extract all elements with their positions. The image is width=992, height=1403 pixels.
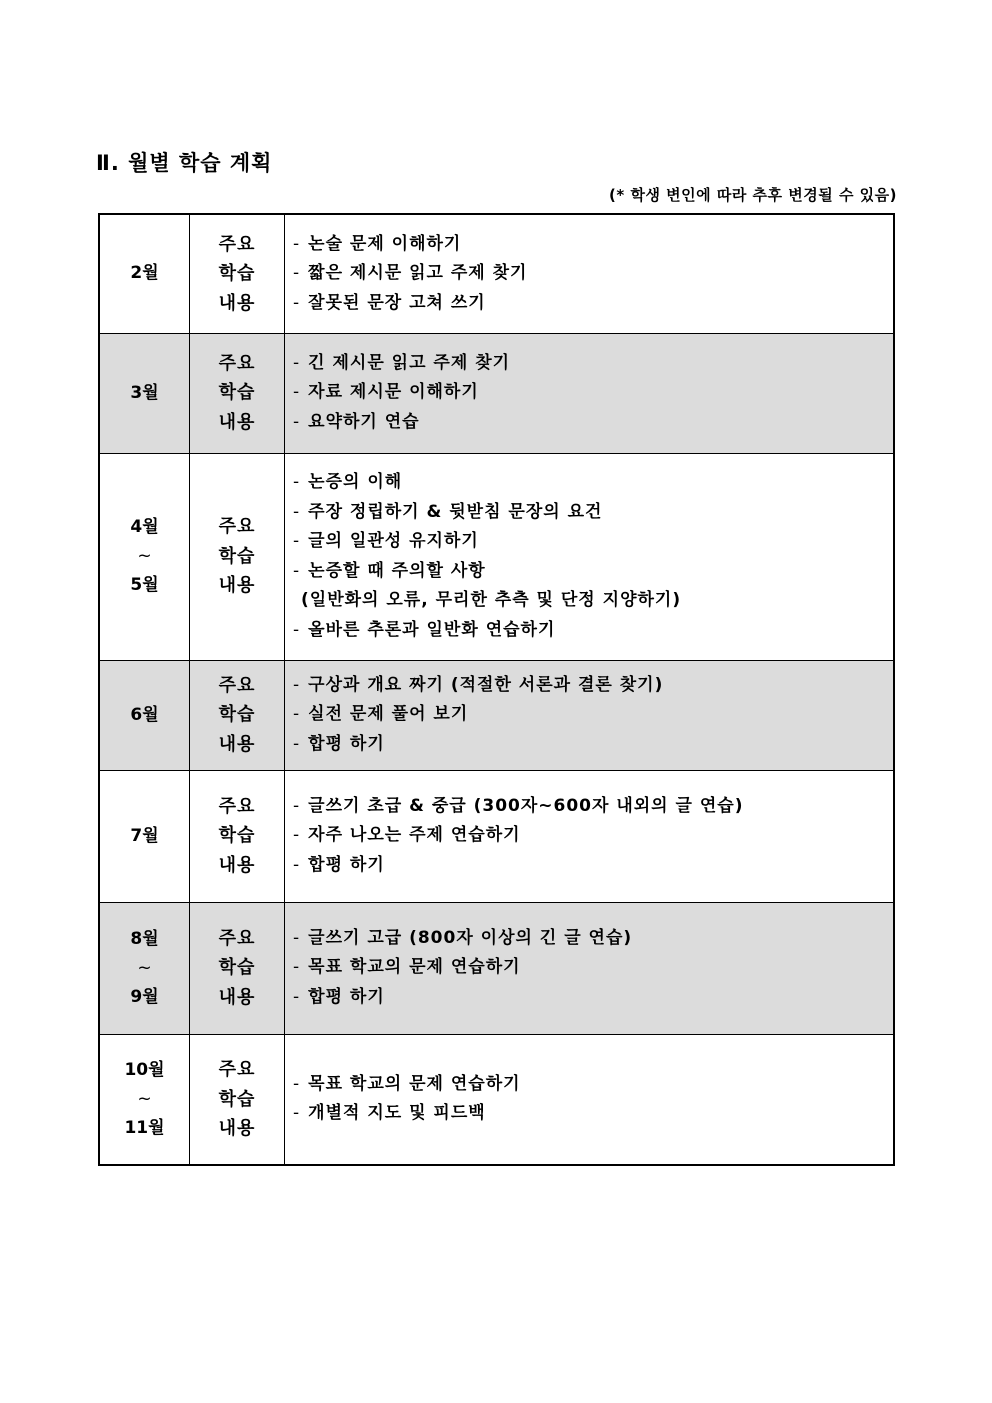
label-cell <box>190 1034 285 1165</box>
content-cell <box>285 660 895 770</box>
month-label: 3월 <box>130 382 159 403</box>
label-cell <box>190 660 285 770</box>
plan-row <box>99 660 894 770</box>
month-label: 4월 <box>130 517 159 537</box>
plan-item: - 논술 문제 이해하기 <box>293 233 462 254</box>
month-label: 7월 <box>130 825 159 846</box>
plan-item-text: (일반화의 오류, 무리한 추측 및 단정 지양하기) <box>301 590 682 610</box>
label-line: 주요 <box>218 1059 256 1080</box>
content-cell <box>285 333 895 453</box>
month-cell <box>99 770 190 902</box>
month-cell <box>99 214 190 333</box>
label-line: 주요 <box>218 795 256 817</box>
label-line: 내용 <box>218 1118 256 1139</box>
plan-item: - 구상과 개요 짜기 (적절한 서론과 결론 찾기) <box>293 674 664 695</box>
plan-item: - 합평 하기 <box>293 733 385 754</box>
month-label: 6월 <box>130 704 159 725</box>
plan-item: - 목표 학교의 문제 연습하기 <box>293 1073 521 1094</box>
plan-item-text: 합평 하기 <box>308 854 385 875</box>
label-line: 내용 <box>218 733 256 755</box>
label-line: 내용 <box>218 411 256 433</box>
plan-item: - 목표 학교의 문제 연습하기 <box>293 957 521 978</box>
label-cell <box>190 770 285 902</box>
plan-row <box>99 902 894 1034</box>
plan-item <box>293 586 893 616</box>
month-label: 5월 <box>130 575 159 595</box>
plan-item-text: 구상과 개요 짜기 (적절한 서론과 결론 찾기) <box>308 674 664 695</box>
monthly-plan-table <box>98 213 895 1166</box>
plan-item-text: 논증의 이해 <box>308 472 403 492</box>
label-line: 주요 <box>218 674 256 696</box>
plan-item: - 합평 하기 <box>293 854 385 875</box>
label-cell <box>190 333 285 453</box>
month-range-tilde: ~ <box>137 957 152 978</box>
label-cell <box>190 453 285 660</box>
label-cell <box>190 214 285 333</box>
label-line: 내용 <box>218 854 256 876</box>
month-cell <box>99 1034 190 1165</box>
plan-item-text: 글쓰기 초급 & 중급 (300자~600자 내외의 글 연습) <box>308 795 744 816</box>
content-cell <box>285 902 895 1034</box>
plan-item: - 합평 하기 <box>293 986 385 1007</box>
plan-item: - 논증할 때 주의할 사항 <box>293 560 486 581</box>
plan-item-text: 논술 문제 이해하기 <box>308 233 462 254</box>
label-cell <box>190 902 285 1034</box>
label-line: 주요 <box>218 927 256 949</box>
plan-item-text: 자료 제시문 이해하기 <box>308 382 479 403</box>
label-line: 주요 <box>218 516 256 538</box>
plan-item: - 잘못된 문장 고쳐 쓰기 <box>293 292 486 313</box>
plan-item: - 자료 제시문 이해하기 <box>293 382 479 403</box>
label-line: 학습 <box>218 704 256 726</box>
plan-item: - 글쓰기 고급 (800자 이상의 긴 글 연습) <box>293 927 633 948</box>
content-cell <box>285 770 895 902</box>
month-label: 9월 <box>130 986 159 1007</box>
plan-item-text: 글의 일관성 유지하기 <box>308 531 479 551</box>
change-note: (* 학생 변인에 따라 추후 변경될 수 있음) <box>609 186 897 204</box>
plan-item-text: 실전 문제 풀어 보기 <box>308 704 469 725</box>
month-cell <box>99 660 190 770</box>
plan-row <box>99 453 894 660</box>
plan-item: - 논증의 이해 <box>293 472 403 492</box>
label-line: 학습 <box>218 263 256 284</box>
plan-item-text: 긴 제시문 읽고 주제 찾기 <box>308 352 511 373</box>
label-line: 내용 <box>218 292 256 314</box>
plan-item-text: 주장 정립하기 & 뒷받침 문장의 요건 <box>308 501 603 522</box>
label-line: 내용 <box>218 986 256 1008</box>
plan-item-text: 개별적 지도 및 피드백 <box>308 1103 486 1124</box>
month-label: 8월 <box>130 928 159 949</box>
plan-row <box>99 214 894 333</box>
plan-item-text: 합평 하기 <box>308 733 385 754</box>
content-cell <box>285 1034 895 1165</box>
month-cell <box>99 333 190 453</box>
plan-item-text: 글쓰기 고급 (800자 이상의 긴 글 연습) <box>308 927 633 948</box>
content-cell <box>285 214 895 333</box>
label-line: 학습 <box>218 957 256 979</box>
plan-item-text: 잘못된 문장 고쳐 쓰기 <box>308 292 486 313</box>
plan-row <box>99 770 894 902</box>
plan-item-text: 목표 학교의 문제 연습하기 <box>308 1073 521 1094</box>
label-line: 내용 <box>218 575 256 597</box>
plan-item-text: 자주 나오는 주제 연습하기 <box>308 825 521 846</box>
plan-row <box>99 1034 894 1165</box>
label-line: 학습 <box>218 545 256 567</box>
plan-item-text: 요약하기 연습 <box>308 411 420 432</box>
plan-item: - 글쓰기 초급 & 중급 (300자~600자 내외의 글 연습) <box>293 795 744 816</box>
plan-item: - 짧은 제시문 읽고 주제 찾기 <box>293 263 528 283</box>
plan-item-text: 합평 하기 <box>308 986 385 1007</box>
plan-item: - 요약하기 연습 <box>293 411 420 432</box>
label-line: 학습 <box>218 382 256 404</box>
month-label: 2월 <box>130 263 159 284</box>
plan-item-text: 짧은 제시문 읽고 주제 찾기 <box>308 263 528 283</box>
plan-item: - 개별적 지도 및 피드백 <box>293 1103 486 1124</box>
label-line: 주요 <box>218 233 256 255</box>
plan-item-text: 논증할 때 주의할 사항 <box>308 560 486 581</box>
month-cell <box>99 453 190 660</box>
month-range-tilde: ~ <box>137 1088 152 1109</box>
label-line: 주요 <box>218 352 256 374</box>
plan-item: - 자주 나오는 주제 연습하기 <box>293 825 521 846</box>
plan-item: - 글의 일관성 유지하기 <box>293 531 479 551</box>
page-title: Ⅱ. 월별 학습 계획 <box>96 151 273 175</box>
plan-item: - 실전 문제 풀어 보기 <box>293 704 469 725</box>
plan-item-text: 목표 학교의 문제 연습하기 <box>308 957 521 978</box>
label-line: 학습 <box>218 825 256 847</box>
month-label: 11월 <box>124 1117 165 1138</box>
label-line: 학습 <box>218 1088 256 1110</box>
plan-item: - 주장 정립하기 & 뒷받침 문장의 요건 <box>293 501 603 522</box>
plan-item: - 올바른 추론과 일반화 연습하기 <box>293 619 556 640</box>
month-label: 10월 <box>124 1059 165 1080</box>
plan-row <box>99 333 894 453</box>
content-cell <box>285 453 895 660</box>
month-range-tilde: ~ <box>137 546 152 566</box>
plan-item-text: 올바른 추론과 일반화 연습하기 <box>308 619 556 640</box>
month-cell <box>99 902 190 1034</box>
plan-item: - 긴 제시문 읽고 주제 찾기 <box>293 352 511 373</box>
